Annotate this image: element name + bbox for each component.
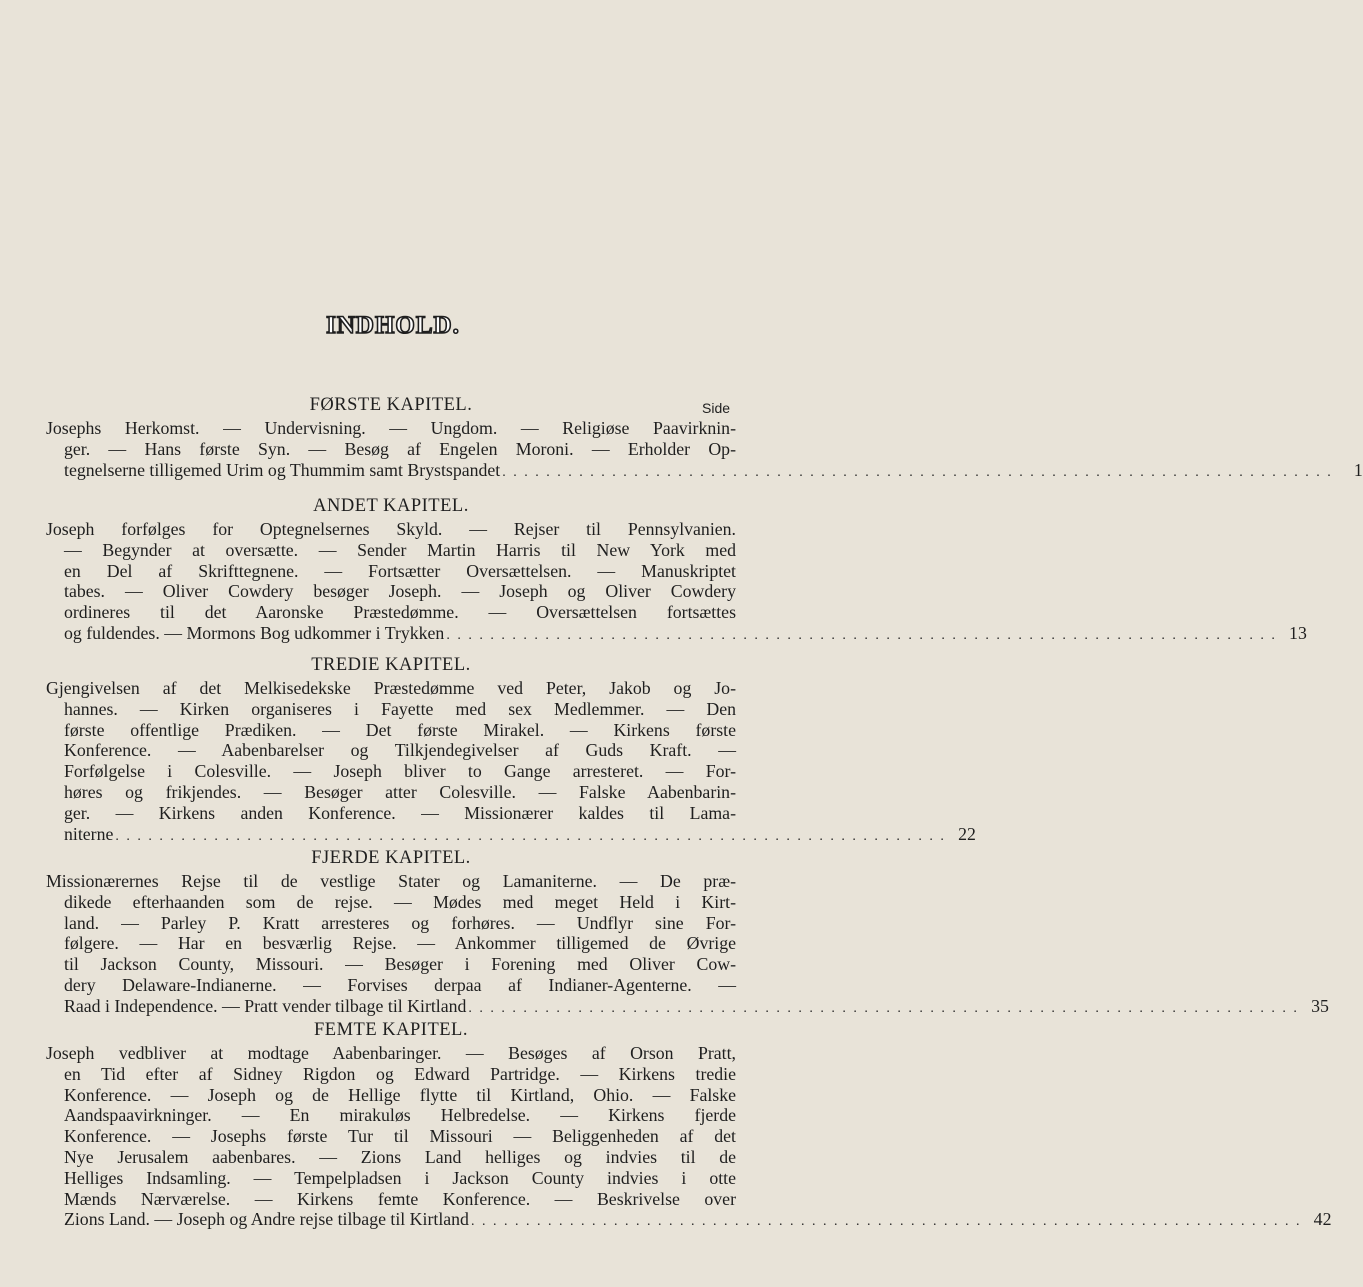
chapter-title: TREDIE KAPITEL. [311,655,471,675]
page-number: 13 [1289,622,1307,643]
entry-line: følgere. — Har en besværlig Rejse. — Ankommer tilligemed de Øvrige [64,933,736,954]
entry-line: Konference. — Aabenbarelser og Tilkjendegivelser af Guds Kraft. — [64,740,736,761]
entry-line: dikede efterhaanden som de rejse. — Mødes med meget Held i Kirt- [64,891,736,912]
dot-leader: . . . . . . . . . . . . . . . . . . . . . . . . . . . . . . . . . . . . . . . . . . . . . . . . . . . . . . . . . . . . . . . . . . . . . . . . . . . . [468,1000,1299,1016]
chapter-title: FØRSTE KAPITEL. [309,395,473,415]
entry-line: dery Delaware-Indianerne. — Forvises derpaa af Indianer-Agenterne. — [64,974,736,995]
entry-line: Mænds Nærværelse. — Kirkens femte Konference. — Beskrivelse over [64,1188,736,1209]
chapter-entry [46,652,976,844]
page-heading: INDHOLD. [326,312,460,339]
entry-last-line [46,459,1363,481]
chapter-entry [46,1017,1332,1230]
entry-line: hannes. — Kirken organiseres i Fayette med sex Medlemmer. — Den [64,698,736,719]
entry-line: første offentlige Prædiken. — Det første Mirakel. — Kirkens første [64,719,736,740]
entry-line: ordineres til det Aaronske Præstedømme. — Oversættelsen fortsættes [64,602,736,623]
entry-line: ger. — Hans første Syn. — Besøg af Engelen Moroni. — Erholder Op- [64,438,736,459]
dot-leader: . . . . . . . . . . . . . . . . . . . . . . . . . . . . . . . . . . . . . . . . . . . . . . . . . . . . . . . . . . . . . . . . . . . . . . . . . . . . [446,627,1277,643]
entry-last-line [46,1209,1332,1230]
entry-line: Konference. — Joseph og de Hellige flytte til Kirtland, Ohio. — Falske [64,1084,736,1105]
entry-text: tegnelserne tilligemed Urim og Thummim samt Brystspandet [64,459,501,480]
entry-line: — Begynder at oversætte. — Sender Martin Harris til New York med [64,539,736,560]
chapter-entry [46,845,1329,1017]
entry-text: niterne [64,823,114,844]
page-number: 42 [1313,1209,1332,1230]
page-number: 1 [1353,459,1363,480]
entry-line: Nye Jerusalem aabenbares. — Zions Land helliges og indvies til de [64,1146,736,1167]
chapter-entry [46,392,1363,480]
entry-text: og fuldendes. — Mormons Bog udkommer i Trykken [64,622,445,643]
chapter-title: ANDET KAPITEL. [313,496,469,516]
entry-line: Missionærernes Rejse til de vestlige Stater og Lamaniterne. — De præ- [46,871,736,891]
entry-line: en Tid efter af Sidney Rigdon og Edward Partridge. — Kirkens tredie [64,1063,736,1084]
entry-line: Konference. — Josephs første Tur til Missouri — Beliggenheden af det [64,1126,736,1147]
entry-text: Zions Land. — Joseph og Andre rejse tilbage til Kirtland [64,1209,469,1230]
entry-line: land. — Parley P. Kratt arresteres og forhøres. — Undflyr sine For- [64,912,736,933]
entry-last-line [46,995,1329,1017]
page-number: 22 [958,823,976,844]
entry-line: Gjengivelsen af det Melkisedekske Præstedømme ved Peter, Jakob og Jo- [46,678,736,698]
entry-last-line [46,622,1307,644]
entry-line: Joseph vedbliver at modtage Aabenbaringer. — Besøges af Orson Pratt, [46,1043,736,1063]
entry-line: Aandspaavirkninger. — En mirakuløs Helbredelse. — Kirkens fjerde [64,1105,736,1126]
entry-line: ger. — Kirkens anden Konference. — Missionærer kaldes til Lama- [64,802,736,823]
chapter-title: FJERDE KAPITEL. [311,848,471,868]
entry-line: til Jackson County, Missouri. — Besøger i Forening med Oliver Cow- [64,954,736,975]
entry-line: en Del af Skrifttegnene. — Fortsætter Oversættelsen. — Manuskriptet [64,560,736,581]
dot-leader: . . . . . . . . . . . . . . . . . . . . . . . . . . . . . . . . . . . . . . . . . . . . . . . . . . . . . . . . . . . . . . . . . . . . . . . . . . . . [115,828,946,844]
entry-line: Joseph forfølges for Optegnelsernes Skyld. — Rejser til Pennsylvanien. [46,519,736,539]
chapter-entry [46,493,1307,644]
entry-line: Forfølgelse i Colesville. — Joseph bliver to Gange arresteret. — For- [64,761,736,782]
dot-leader: . . . . . . . . . . . . . . . . . . . . . . . . . . . . . . . . . . . . . . . . . . . . . . . . . . . . . . . . . . . . . . . . . . . . . . . . . . . . [470,1214,1302,1230]
entry-text: Raad i Independence. — Pratt vender tilbage til Kirtland [64,995,467,1016]
chapter-title: FEMTE KAPITEL. [314,1020,468,1040]
entry-line: tabes. — Oliver Cowdery besøger Joseph. — Joseph og Oliver Cowdery [64,581,736,602]
entry-line: Josephs Herkomst. — Undervisning. — Ungdom. — Religiøse Paavirknin- [46,418,736,438]
side-column-label: Side [702,400,731,416]
entry-last-line [46,823,976,845]
entry-line: Helliges Indsamling. — Tempelpladsen i Jackson County indvies i otte [64,1167,736,1188]
page-number: 35 [1311,995,1329,1016]
dot-leader: . . . . . . . . . . . . . . . . . . . . . . . . . . . . . . . . . . . . . . . . . . . . . . . . . . . . . . . . . . . . . . . . . . . . . . . . . . . . [502,464,1333,480]
entry-line: høres og frikjendes. — Besøger atter Colesville. — Falske Aabenbarin- [64,781,736,802]
